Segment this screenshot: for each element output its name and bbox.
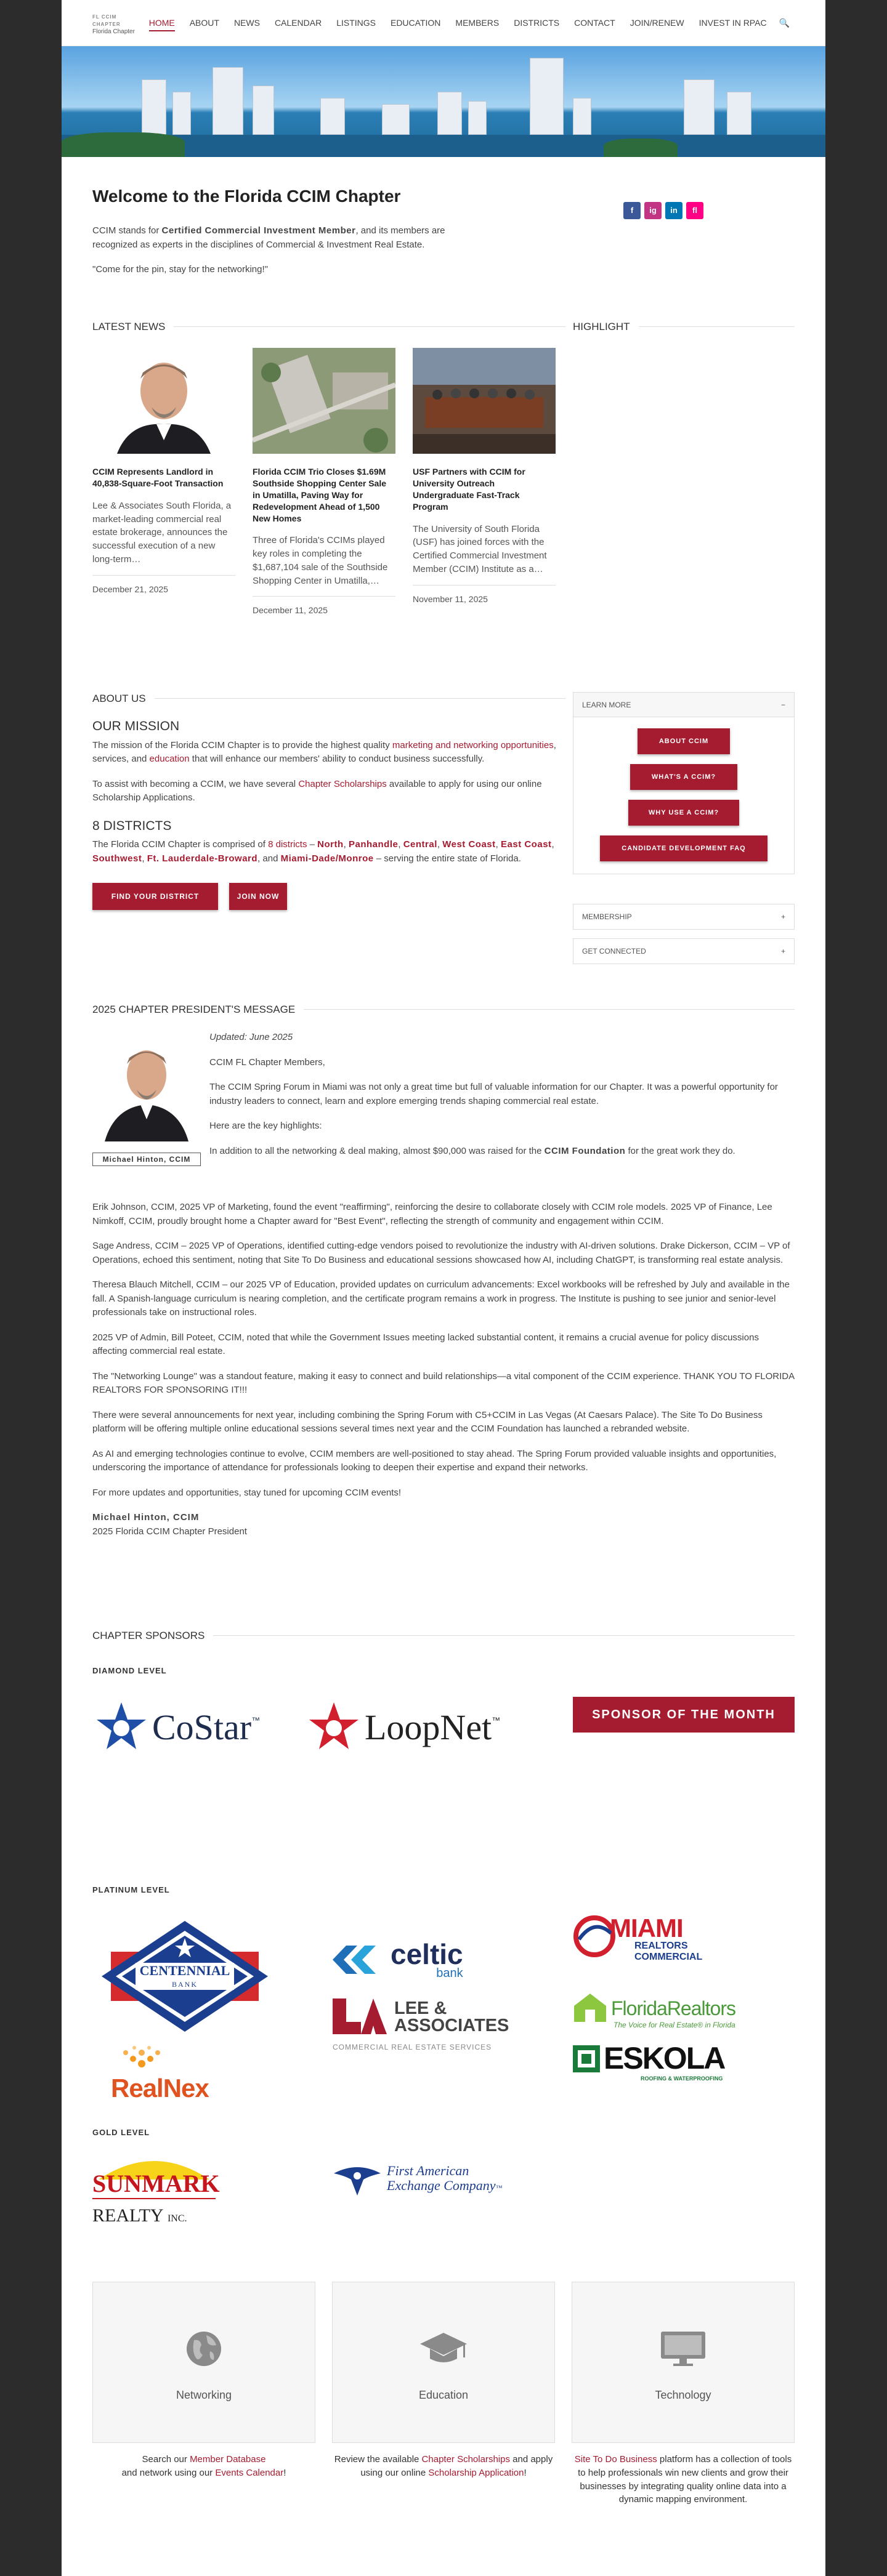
scholarship-text [92,778,565,805]
centennial-bank-logo[interactable] [92,1915,277,2038]
miami-sub-2: COMMERCIAL [634,1952,703,1962]
events-calendar-link[interactable]: Events Calendar [215,2467,284,2478]
sunmark-wordmark: SUNMARK [92,2170,220,2197]
news-photo-aerial [253,348,395,454]
miami-wordmark: MIAMI [610,1914,683,1942]
scholarship-text-a: To assist with becoming a CCIM, we have several [92,778,299,789]
signature-title: 2025 Florida CCIM Chapter President [92,1526,247,1537]
celtic-chevron-icon [333,1946,382,1974]
news-date: December 11, 2025 [253,596,395,617]
news-excerpt: Lee & Associates South Florida, a market-leading commercial real estate brokerage, announces the successful execution of a new long-term… [92,500,232,565]
centennial-sub: BANK [171,1980,198,1989]
platinum-level-heading: PLATINUM LEVEL [92,1885,170,1894]
president-body [92,1201,795,1550]
mission-text-c: that will enhance our members' ability to conduct business successfully. [189,754,485,764]
nav-districts[interactable]: DISTRICTS [514,18,560,28]
message-p5: Sage Andress, CCIM – 2025 VP of Operations, identified cutting-edge vendors poised to revolutionize the industry with AI-driven solutions. Drake Dickerson, CCIM – VP of Operations, echoed this sentiment, noting that Site To Do Business and educational sessions showcased how AI, including ChatGPT, is transforming real estate analysis. [92,1241,790,1265]
message-p11: For more updates and opportunities, stay tuned for upcoming CCIM events! [92,1487,402,1498]
hero-building [382,104,410,135]
message-p1: The CCIM Spring Forum in Miami was not only a great time but full of valuable information for our Chapter. It was a powerful opportunity for industry leaders to connect, learn and explore emerging trends shaping commercial real estate. [209,1082,778,1106]
chapter-sponsors-heading: CHAPTER SPONSORS [92,1628,795,1644]
hero-trees [62,132,185,157]
districts-heading: 8 DISTRICTS [92,818,172,833]
eskola-square-icon [573,2045,600,2072]
hero-building [142,79,166,135]
news-title[interactable]: Florida CCIM Trio Closes $1.69M Southside Shopping Center Sale in Umatilla, Paving Way for Redevelopment Ahead of 1,500 New Homes [253,467,387,523]
loopnet-tm: ™ [492,1715,501,1725]
message-p6: Theresa Blauch Mitchell, CCIM – our 2025 VP of Education, provided updates on curriculum advancements: Excel workbooks will be refreshed by July and available in the fall. A Spanish-language curriculum is nearing completion, and the certificate program remains a work in progress. The Institute is pushing to see junior and senior-level professionals take on instructional roles. [92,1279,790,1318]
president-photo-block [92,1033,201,1166]
lee-wordmark-2: ASSOCIATES [394,2016,509,2035]
scholarship-application-link[interactable]: Scholarship Application [428,2467,524,2478]
signature-name: Michael Hinton, CCIM [92,1512,200,1523]
nav-calendar[interactable]: CALENDAR [274,18,322,28]
globe-icon [185,2330,222,2367]
districts-dash: – [307,839,318,850]
miami-sub-1: REALTORS [634,1941,688,1951]
join-now-button[interactable]: JOIN NOW [229,883,287,910]
loopnet-wordmark: LoopNet [365,1707,492,1747]
education-text-c: ! [524,2467,527,2478]
nav-education[interactable]: EDUCATION [390,18,441,28]
membership-accordion[interactable] [573,904,795,930]
chapter-scholarships-link[interactable]: Chapter Scholarships [421,2454,510,2465]
celtic-text [391,1938,463,1980]
lee-sub: COMMERCIAL REAL ESTATE SERVICES [333,2043,492,2051]
florida-realtors-logo[interactable] [573,1992,764,2035]
districts-and: , and [257,853,281,864]
message-p3 [209,1145,795,1159]
sunmark-rule [92,2198,216,2199]
minus-icon: − [780,701,785,709]
district-ft-lauderdale[interactable]: Ft. Lauderdale-Broward [147,853,258,864]
district-central[interactable]: Central [403,839,437,850]
message-p8: The "Networking Lounge" was a standout feature, making it easy to connect and build relationships—a vital component of the CCIM experience. THANK YOU TO FLORIDA REALTORS FOR SPONSORING IT!!! [92,1371,795,1395]
district-west-coast[interactable]: West Coast [442,839,496,850]
highlight-heading: HIGHLIGHT [573,319,795,335]
intro-bold: Certified Commercial Investment Member [161,225,356,236]
district-miami-dade[interactable]: Miami-Dade/Monroe [280,853,374,864]
news-card[interactable] [92,348,235,596]
sunmark-logo[interactable] [92,2155,228,2235]
about-ccim-button[interactable]: ABOUT CCIM [638,728,730,754]
education-box[interactable] [332,2282,555,2443]
news-photo-meeting [413,348,556,454]
district-southwest[interactable]: Southwest [92,853,142,864]
why-use-ccim-button[interactable]: WHY USE A CCIM? [628,800,739,826]
education-label: Education [418,2388,469,2401]
hero-building [172,92,191,135]
message-p3-a: In addition to all the networking & deal making, almost $90,000 was raised for the [209,1145,545,1156]
technology-text-a: platform has a collection of tools to help professionals win new clients and grow their businesses by integrating quality online data into a dynamic mapping environment. [578,2454,792,2505]
flickr-icon[interactable]: fl [686,202,703,219]
message-p9: There were several announcements for next year, including combining the Spring Forum with C5+CCIM in Las Vegas (At Caesars Palace). The Site To Do Business platform will be offering multiple online educational sessions several times next year and the CCIM Foundation has launched a rebranded website. [92,1409,763,1434]
lee-associates-logo[interactable] [333,1998,536,2054]
search-icon[interactable]: 🔍 [779,18,790,28]
realnex-wordmark: RealNex [111,2074,209,2103]
florida-realtors-tagline: The Voice for Real Estate® in Florida [614,2021,735,2029]
message-p4: Erik Johnson, CCIM, 2025 VP of Marketing, found the event "reaffirming", reinforcing the desire to collaborate closely with CCIM role models. 2025 VP of Finance, Lee Nimkoff, CCIM, proudly brought home a Chapter award for "Best Event", reflecting the strength of community and engagement within CCIM. [92,1202,772,1226]
florida-realtors-house-icon [573,1992,607,2023]
education-text [332,2453,555,2480]
networking-text-c: ! [283,2467,286,2478]
whats-a-ccim-button[interactable]: WHAT'S A CCIM? [630,764,737,790]
mission-heading: OUR MISSION [92,719,180,733]
message-p3-c: for the great work they do. [625,1145,735,1156]
learn-more-body [573,717,794,874]
hero-building [253,86,274,135]
scholarships-link[interactable]: Chapter Scholarships [298,778,387,789]
sunmark-realty [92,2202,187,2229]
hero-building [530,58,564,135]
lee-wordmark-1: LEE & [394,1998,447,2018]
hero-building [468,101,487,135]
greeting: CCIM FL Chapter Members, [209,1057,325,1068]
intro-text-a: CCIM stands for [92,225,162,236]
scholarship-text-b: available to apply for using our online Scholarship Applications. [92,778,542,803]
news-excerpt: Three of Florida's CCIMs played key roles in completing the $1,687,104 sale of the Southside Shopping Center in Umatilla,… [253,535,388,586]
mission-text [92,739,565,767]
logo-mark-suffix: CHAPTER [92,22,121,27]
districts-link[interactable]: 8 districts [268,839,307,850]
networking-box[interactable] [92,2282,315,2443]
news-card[interactable] [253,348,395,617]
welcome-title: Welcome to the Florida CCIM Chapter [92,187,401,206]
president-photo [92,1033,201,1141]
education-text-b: and apply using our online [360,2454,553,2478]
learn-more-header[interactable] [573,693,794,717]
technology-box[interactable] [572,2282,795,2443]
hero-skyline-image [62,46,825,157]
first-american-logo[interactable] [333,2161,530,2200]
hero-building [727,92,751,135]
candidate-faq-button[interactable]: CANDIDATE DEVELOPMENT FAQ [600,835,768,861]
main-nav [142,0,795,46]
mission-text-a: The mission of the Florida CCIM Chapter is to provide the highest quality [92,739,392,751]
district-north[interactable]: North [317,839,344,850]
news-date: December 21, 2025 [92,575,235,596]
site-header [62,0,825,46]
networking-text [92,2453,315,2480]
costar-tm: ™ [251,1715,261,1725]
plus-icon: + [780,947,785,956]
networking-text-b: and network using our [121,2467,216,2478]
miami-realtors-logo[interactable] [573,1915,733,1970]
learn-more-accordion [573,692,795,874]
news-image[interactable] [413,348,556,454]
nav-join-renew[interactable]: JOIN/RENEW [630,18,684,28]
hero-building [213,67,243,135]
site-to-do-business-link[interactable]: Site To Do Business [574,2454,657,2465]
costar-wordmark: CoStar [152,1707,252,1747]
news-date: November 11, 2025 [413,585,556,606]
hero-building [573,98,591,135]
about-us-heading: ABOUT US [92,691,565,707]
about-content [92,713,565,910]
networking-label: Networking [176,2388,232,2401]
about-buttons [92,883,565,910]
district-panhandle[interactable]: Panhandle [349,839,399,850]
first-american-wordmark-2 [387,2178,502,2196]
florida-realtors-wordmark: FloridaRealtors [611,1997,735,2019]
district-east-coast[interactable]: East Coast [501,839,552,850]
diamond-level-heading: DIAMOND LEVEL [92,1666,167,1675]
sponsor-of-month-banner[interactable]: SPONSOR OF THE MONTH [573,1697,795,1733]
welcome-intro [92,224,487,252]
sunmark-realty-text: REALTY [92,2205,163,2226]
news-card[interactable] [413,348,556,606]
education-link[interactable]: education [149,754,190,764]
districts-text-a: The Florida CCIM Chapter is comprised of [92,839,269,850]
intro-text-c: , and its members are recognized as experts in the disciplines of Commercial & Investment Real Estate. [92,225,445,250]
nav-members[interactable]: MEMBERS [455,18,500,28]
get-connected-label: GET CONNECTED [582,947,646,956]
president-message-heading: 2025 CHAPTER PRESIDENT'S MESSAGE [92,1002,795,1018]
realnex-logo[interactable] [111,2045,271,2101]
nav-news[interactable]: NEWS [233,18,260,28]
news-image[interactable] [253,348,395,454]
news-title[interactable]: CCIM Represents Landlord in 40,838-Square-Foot Transaction [92,467,224,488]
hero-building [437,92,462,135]
eskola-wordmark: ESKOLA [604,2041,725,2075]
nav-listings[interactable]: LISTINGS [336,18,376,28]
eskola-sub: ROOFING & WATERPROOFING [641,2075,723,2082]
logo-subtitle: Florida Chapter [92,28,135,35]
first-american-tm: ™ [495,2184,503,2192]
message-p10: As AI and emerging technologies continue to evolve, CCIM members are well-positioned to stay ahead. The Spring Forum provided valuable insights and opportunities, underscoring the importance of attendance for professionals looking to deepen their expertise and expand their networks. [92,1448,777,1473]
social-links [623,202,703,219]
hero-trees [604,139,678,157]
costar-star-icon [95,1701,147,1753]
technology-label: Technology [655,2388,711,2401]
districts-text-end: – serving the entire state of Florida. [373,853,521,864]
logo-mark: FL CCIM [92,14,117,20]
message-p7: 2025 VP of Admin, Bill Poteet, CCIM, noted that while the Government Issues meeting lacked substantial content, it remains a crucial avenue for policy discussions affecting commercial real estate. [92,1332,759,1356]
membership-label: MEMBERSHIP [582,912,632,921]
president-intro [209,1031,795,1169]
networking-text-a: Search our [142,2454,190,2465]
site-logo[interactable] [92,14,142,35]
page [62,0,825,2576]
news-image[interactable] [92,348,235,454]
celtic-wordmark: celtic [391,1938,463,1970]
costar-logo[interactable] [95,1699,293,1755]
get-connected-header[interactable] [573,939,794,964]
mission-text-b: , services, and [92,739,556,764]
districts-text: The Florida CCIM Chapter is comprised of 8 districts – North, Panhandle, Central, West Coast, East Coast, Southwest, Ft. Lauderdale-Broward, and Miami-Dade/Monroe – serving the entire state of Florida. [92,839,554,864]
learn-more-label: LEARN MORE [582,701,631,709]
loopnet-logo[interactable] [308,1699,517,1755]
networking-link[interactable]: marketing and networking opportunities [392,739,554,751]
president-name-badge: Michael Hinton, CCIM [92,1153,201,1166]
celtic-bank-logo[interactable] [333,1938,536,1981]
news-title[interactable]: USF Partners with CCIM for University Outreach Undergraduate Fast-Track Program [413,467,525,512]
monitor-icon [658,2330,708,2367]
hero-building [320,98,345,135]
nav-home[interactable]: HOME [142,0,182,46]
loopnet-star-icon [308,1701,360,1753]
membership-header[interactable] [573,904,794,929]
nav-invest-rpac[interactable]: INVEST IN RPAC [699,18,767,28]
instagram-icon[interactable]: ig [644,202,662,219]
updated-date: Updated: June 2025 [209,1032,293,1042]
first-american-wordmark-1: First American [387,2163,469,2178]
welcome-quote: "Come for the pin, stay for the networking!" [92,264,268,275]
member-database-link[interactable]: Member Database [190,2454,266,2465]
celtic-sub: bank [436,1966,463,1980]
hero-building [684,79,715,135]
graduation-cap-icon [419,2330,468,2367]
welcome-section [92,183,795,277]
first-american-wordmark-2-text: Exchange Company [387,2178,496,2193]
facebook-icon[interactable]: f [623,202,641,219]
ccim-foundation-bold: CCIM Foundation [544,1145,626,1156]
plus-icon: + [780,912,785,921]
news-photo-portrait [92,348,235,454]
centennial-wordmark: CENTENNIAL [139,1963,230,1978]
realnex-dots-icon [111,2045,172,2070]
eskola-logo[interactable] [573,2041,733,2088]
sunmark-inc: INC. [167,2213,187,2224]
linkedin-icon[interactable]: in [665,202,682,219]
technology-text [572,2453,795,2506]
get-connected-accordion[interactable] [573,938,795,964]
lee-la-icon [333,1998,389,2034]
find-district-button[interactable]: FIND YOUR DISTRICT [92,883,218,910]
nav-about[interactable]: ABOUT [189,18,219,28]
latest-news-heading: LATEST NEWS [92,319,565,335]
message-p2: Here are the key highlights: [209,1121,322,1131]
first-american-eagle-icon [333,2161,382,2198]
education-text-a: Review the available [334,2454,422,2465]
gold-level-heading: GOLD LEVEL [92,2128,150,2137]
news-excerpt: The University of South Florida (USF) has joined forces with the Certified Commercial Investment Member (CCIM) Institute as a… [413,523,547,574]
nav-contact[interactable]: CONTACT [574,18,615,28]
